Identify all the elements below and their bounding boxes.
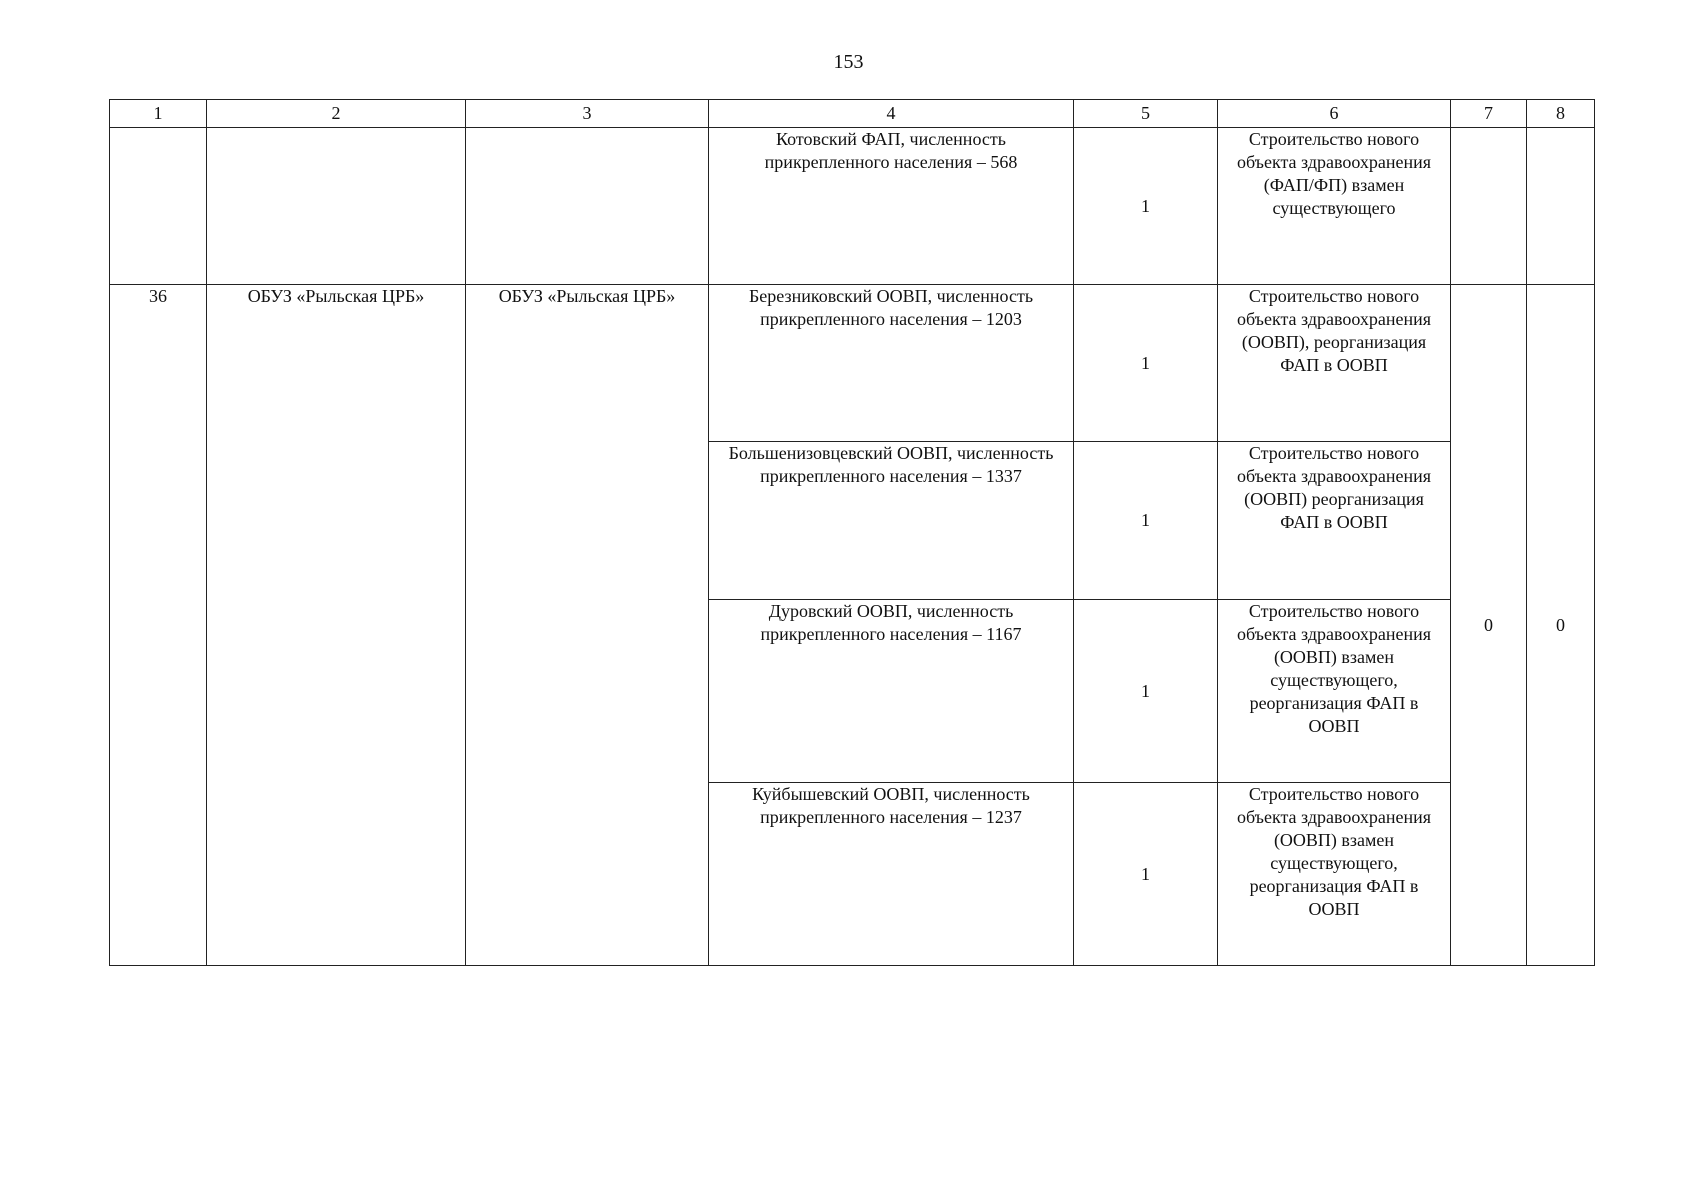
- header-cell-4: 4: [709, 100, 1074, 128]
- count-cell: 1: [1074, 442, 1218, 600]
- organization-cell: [207, 128, 466, 285]
- header-cell-8: 8: [1527, 100, 1595, 128]
- col7-cell: [1451, 128, 1527, 285]
- facility-cell: Куйбышевский ООВП, численность прикрепленного населения – 1237: [709, 783, 1074, 966]
- table-row: [110, 285, 1595, 442]
- facility-cell: Большенизовцевский ООВП, численность прикрепленного населения – 1337: [709, 442, 1074, 600]
- col7-cell: 0: [1451, 285, 1527, 966]
- count-cell: 1: [1074, 285, 1218, 442]
- facility-cell: Березниковский ООВП, численность прикрепленного населения – 1203: [709, 285, 1074, 442]
- count-cell: 1: [1074, 128, 1218, 285]
- action-cell: Строительство нового объекта здравоохранения (ООВП) взамен существующего, реорганизация ФАП в ООВП: [1218, 783, 1451, 966]
- col8-cell: 0: [1527, 285, 1595, 966]
- organization-unit-cell: ОБУЗ «Рыльская ЦРБ»: [466, 285, 709, 966]
- header-cell-3: 3: [466, 100, 709, 128]
- facility-cell: Котовский ФАП, численность прикрепленного населения – 568: [709, 128, 1074, 285]
- facilities-table: [109, 99, 1595, 966]
- action-cell: Строительство нового объекта здравоохранения (ФАП/ФП) взамен существующего: [1218, 128, 1451, 285]
- count-cell: 1: [1074, 783, 1218, 966]
- row-number-cell: [110, 128, 207, 285]
- header-cell-6: 6: [1218, 100, 1451, 128]
- page-number: 153: [833, 51, 864, 73]
- count-cell: 1: [1074, 600, 1218, 783]
- row-number-cell: 36: [110, 285, 207, 966]
- table-row: [110, 128, 1595, 285]
- facility-cell: Дуровский ООВП, численность прикрепленного населения – 1167: [709, 600, 1074, 783]
- action-cell: Строительство нового объекта здравоохранения (ООВП) реорганизация ФАП в ООВП: [1218, 442, 1451, 600]
- table-header-row: [110, 100, 1595, 128]
- header-cell-1: 1: [110, 100, 207, 128]
- header-cell-7: 7: [1451, 100, 1527, 128]
- action-cell: Строительство нового объекта здравоохранения (ООВП) взамен существующего, реорганизация ФАП в ООВП: [1218, 600, 1451, 783]
- col8-cell: [1527, 128, 1595, 285]
- organization-cell: ОБУЗ «Рыльская ЦРБ»: [207, 285, 466, 966]
- header-cell-2: 2: [207, 100, 466, 128]
- organization-unit-cell: [466, 128, 709, 285]
- header-cell-5: 5: [1074, 100, 1218, 128]
- action-cell: Строительство нового объекта здравоохранения (ООВП), реорганизация ФАП в ООВП: [1218, 285, 1451, 442]
